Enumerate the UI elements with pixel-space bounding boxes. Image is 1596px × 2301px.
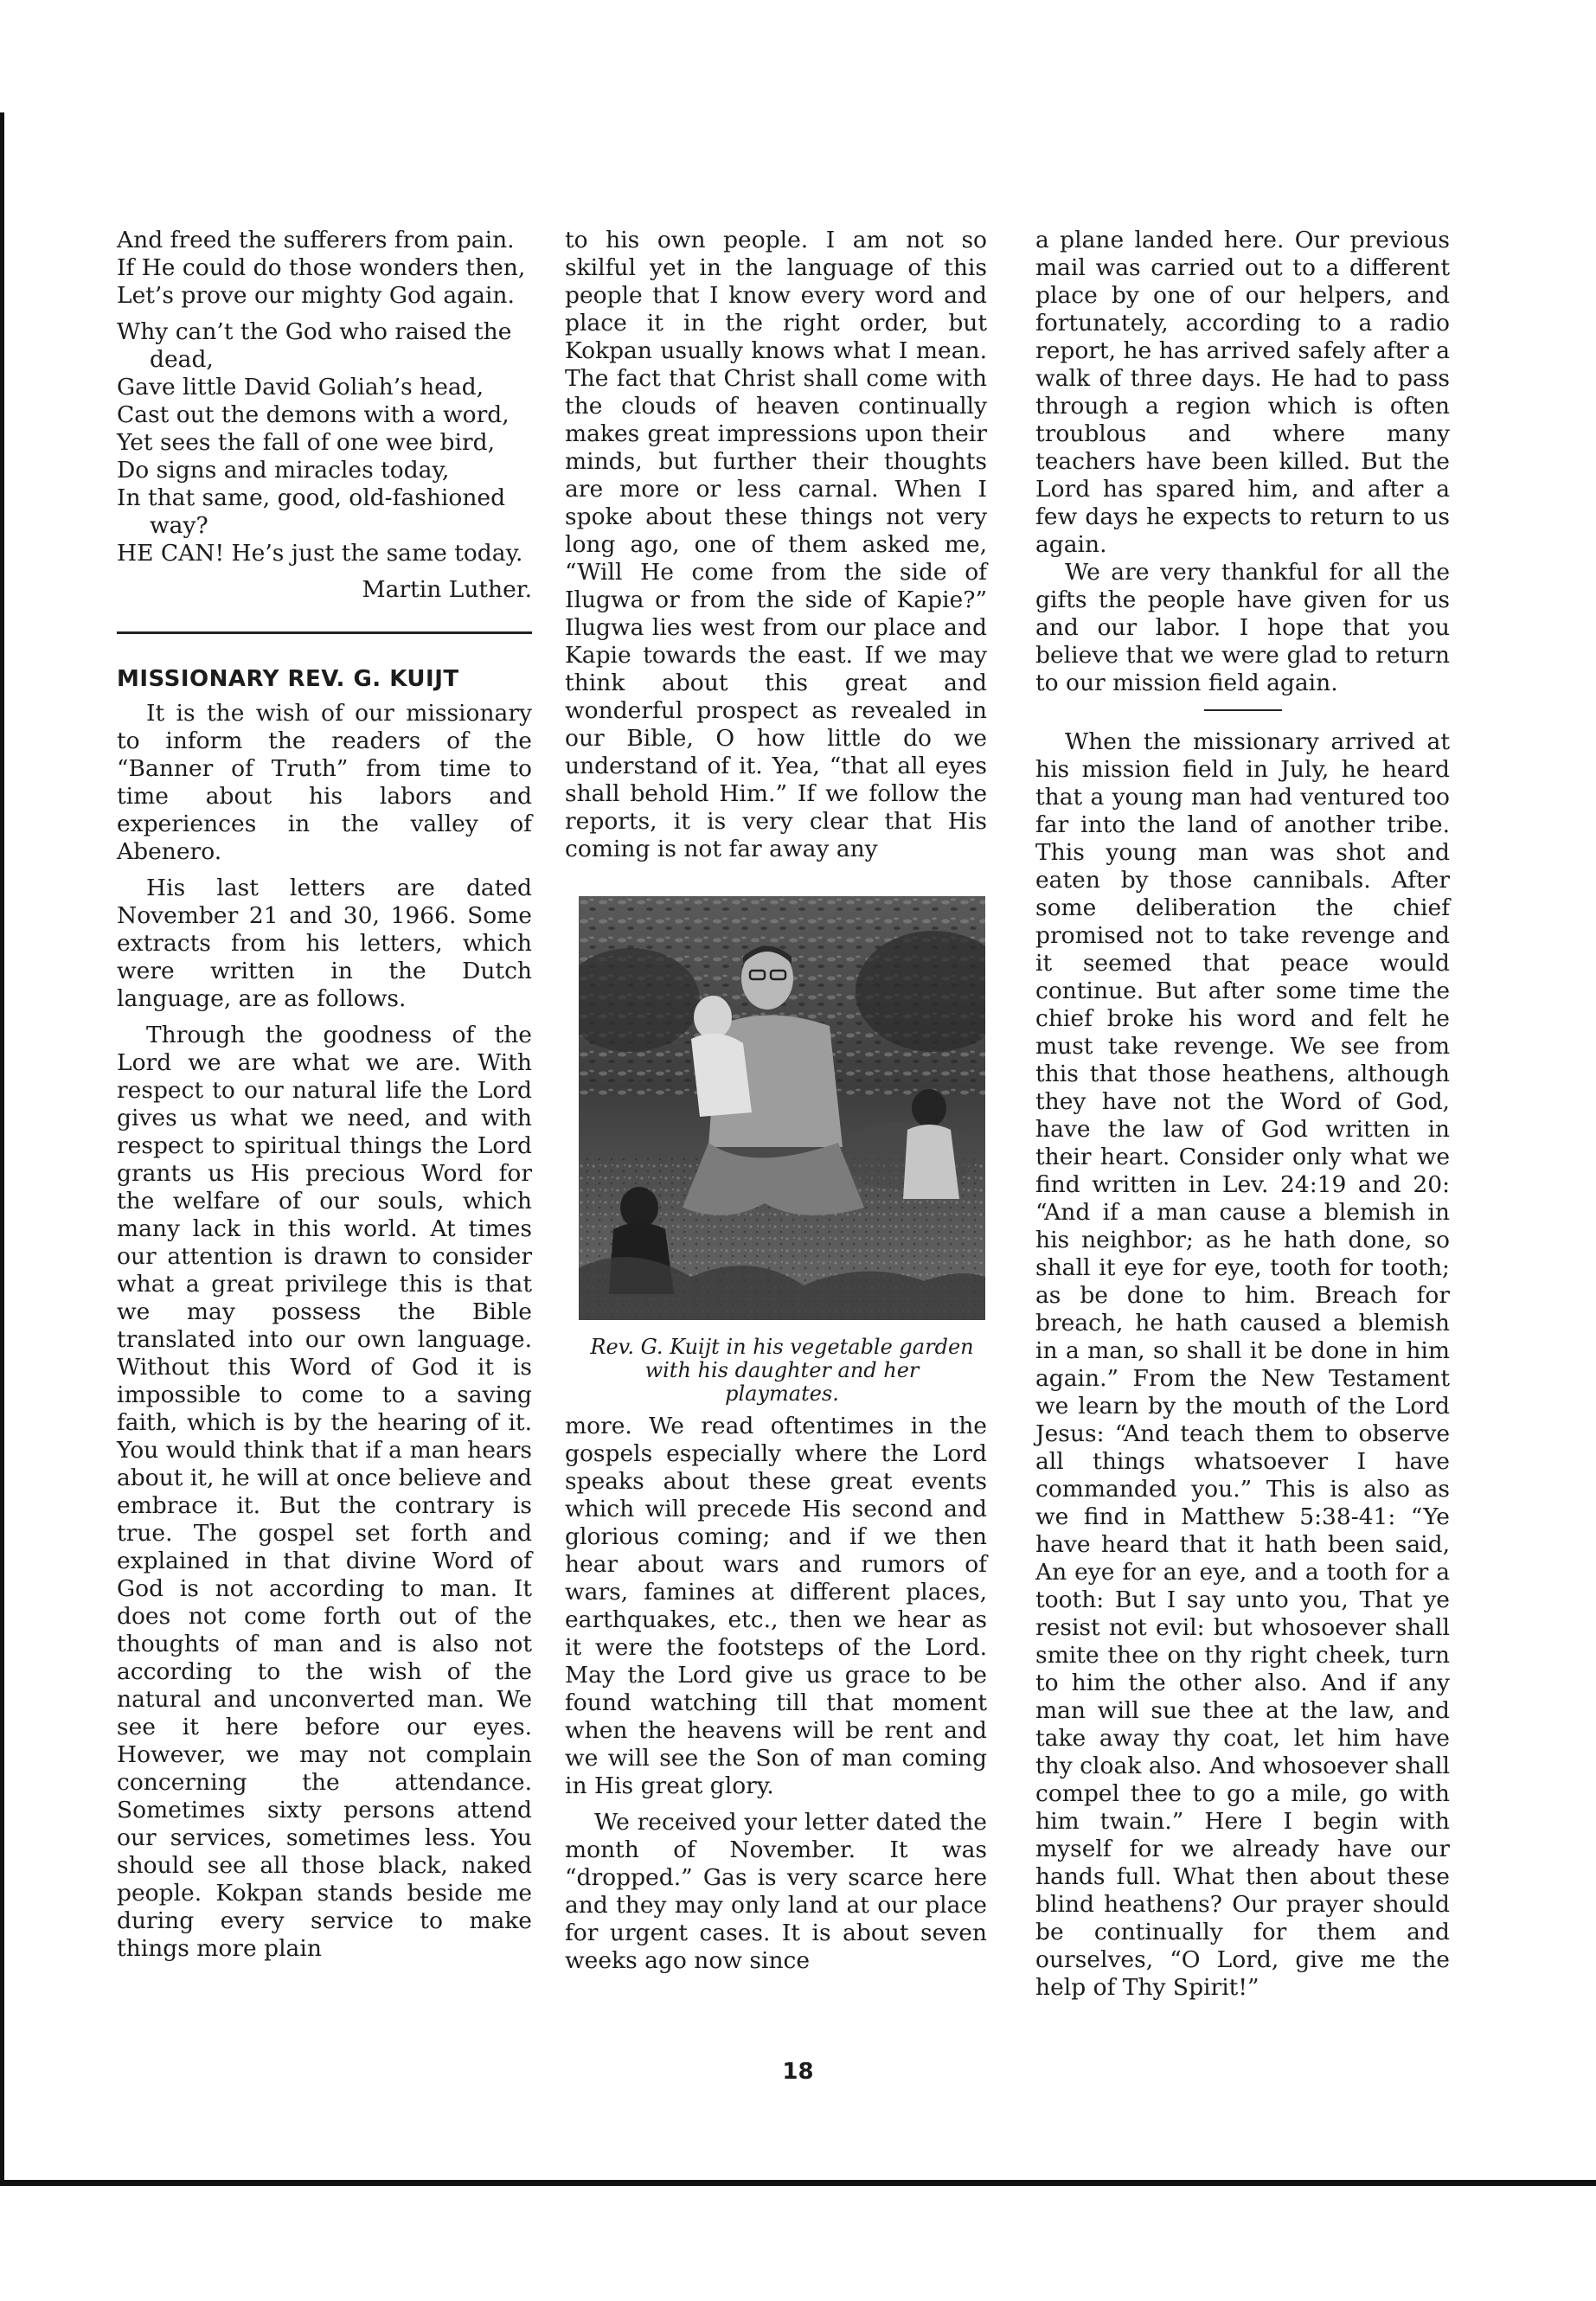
scan-edge-left <box>0 112 4 2184</box>
article-paragraph: more. We read oftentimes in the gospels especially where the Lord speaks about these great events which will precede His second and glorious coming; and if we then hear about wars and rumors of wars, famines at different places, earthquakes, etc., then we hear as it were the footsteps of the Lord. May the Lord give us grace to be found watching till that moment when the heavens will be rent and we will see the Son of man coming in His great glory. <box>565 1413 987 1799</box>
article-paragraph: Through the goodness of the Lord we are what we are. With respect to our natural life the Lord gives us what we need, and with respect to spiritual things the Lord grants us His precious Word for the welfare of our souls, which many lack in this world. At times our attention is drawn to consider what a great privilege this is that we may possess the Bible translated into our own language. Without this Word of God it is impossible to come to a saving faith, which is by the hearing of it. You would think that if a man hears about it, he will at once believe and embrace it. But the contrary is true. The gospel set forth and explained in that divine Word of God is not according to man. It does not come forth out of the thoughts of man and is also not according to the wish of the natural and unconverted man. We see it here before our eyes. However, we may not complain concerning the attendance. Sometimes sixty persons attend our services, sometimes less. You should see all those black, naked people. Kokpan stands beside me during every service to make things more plain <box>117 1022 532 1962</box>
article-paragraph: It is the wish of our missionary to inform the readers of the “Banner of Truth” from time to time about his labors and experiences in the valley of Abenero. <box>117 700 532 865</box>
poem-stanza <box>117 227 532 310</box>
poem-line: Gave little David Goliah’s head, <box>117 374 484 401</box>
page-number: 18 <box>782 2059 814 2085</box>
poem-line: Why can’t the God who raised the dead, <box>117 318 512 373</box>
missionary-garden-photo <box>579 896 985 1320</box>
article-paragraph: to his own people. I am not so skilful yet in the language of this people that I know every word and place it in the right order, but Kokpan usually knows what I mean. The fact that Christ shall come with the clouds of heaven continually makes great impressions upon their minds, but further their thoughts are more or less carnal. When I spoke about these things not very long ago, one of them asked me, “Will He come from the side of Ilugwa or from the side of Kapie?” Ilugwa lies west from our place and Kapie towards the east. If we may think about this great and wonderful prospect as revealed in our Bible, O how little do we understand of it. Yea, “that all eyes shall behold Him.” If we follow the reports, it is very clear that His coming is not far away any <box>565 227 987 862</box>
photo-caption: Rev. G. Kuijt in his vegetable garden with his daughter and her playmates. <box>590 1335 974 1406</box>
short-divider <box>1204 709 1282 711</box>
poem-line: And freed the sufferers from pain. <box>117 227 515 253</box>
poem-line: HE CAN! He’s just the same today. <box>117 540 523 567</box>
poem-line: If He could do those wonders then, <box>117 254 526 281</box>
article-paragraph: a plane landed here. Our previous mail was carried out to a different place by one of our helpers, and fortunately, according to a radio report, he has arrived safely after a walk of three days. He had to pass through a region which is often troublous and where many teachers have been killed. But the Lord has spared him, and after a few days he expects to return to us again. <box>1035 227 1450 558</box>
column-1 <box>117 227 532 1963</box>
poem-stanza <box>117 318 532 567</box>
column-2 <box>565 227 987 1975</box>
article-paragraph: We are very thankful for all the gifts the people have given for us and our labor. I hope that you believe that we were glad to return to our mission field again. <box>1035 559 1450 696</box>
poem-line: In that same, good, old-fashioned way? <box>117 484 506 539</box>
section-divider <box>117 631 532 634</box>
scan-edge-bottom <box>0 2180 1596 2186</box>
article-paragraph: When the missionary arrived at his mission field in July, he heard that a young man had ventured too far into the land of another tribe. This young man was shot and eaten by those cannibals. After some deliberation the chief promised not to take revenge and it seemed that peace would continue. But after some time the chief broke his word and felt he must take revenge. We see from this that those heathens, although they have not the Word of God, have the law of God written in their heart. Consider only what we find written in Lev. 24:19 and 20: “And if a man cause a blemish in his neighbor; as he hath done, so shall it eye for eye, tooth for tooth; as be done to him. Breach for breach, he hath caused a blemish in a man, so shall it be done in him again.” From the New Testament we learn by the mouth of the Lord Jesus: “And teach them to observe all things whatsoever I have commanded you.” This is also as we find in Matthew 5:38-41: “Ye have heard that it hath been said, An eye for an eye, and a tooth for a tooth: But I say unto you, That ye resist not evil: but whosoever shall smite thee on thy right cheek, turn to him the other also. And if any man will sue thee at the law, and take away thy coat, let him have thy cloak also. And whosoever shall compel thee to go a mile, go with him twain.” Here I begin with myself for we already have our hands full. What then about these blind heathens? Our prayer should be continually for them and ourselves, “O Lord, give me the help of Thy Spirit!” <box>1035 728 1450 2001</box>
article-heading: MISSIONARY REV. G. KUIJT <box>117 666 459 692</box>
article-paragraph: We received your letter dated the month of November. It was “dropped.” Gas is very scarce here and they may only land at our place for urgent cases. It is about seven weeks ago now since <box>565 1809 987 1974</box>
poem <box>117 227 532 604</box>
poem-line: Do signs and miracles today, <box>117 457 450 484</box>
photo-figure <box>579 896 985 1406</box>
article-paragraph: His last letters are dated November 21 and 30, 1966. Some extracts from his letters, which were written in the Dutch language, are as follows. <box>117 875 532 1012</box>
poem-line: Yet sees the fall of one wee bird, <box>117 429 496 456</box>
column-3 <box>1035 227 1450 2002</box>
poem-line: Let’s prove our mighty God again. <box>117 282 515 309</box>
poem-author: Martin Luther. <box>362 576 532 603</box>
poem-line: Cast out the demons with a word, <box>117 401 510 428</box>
